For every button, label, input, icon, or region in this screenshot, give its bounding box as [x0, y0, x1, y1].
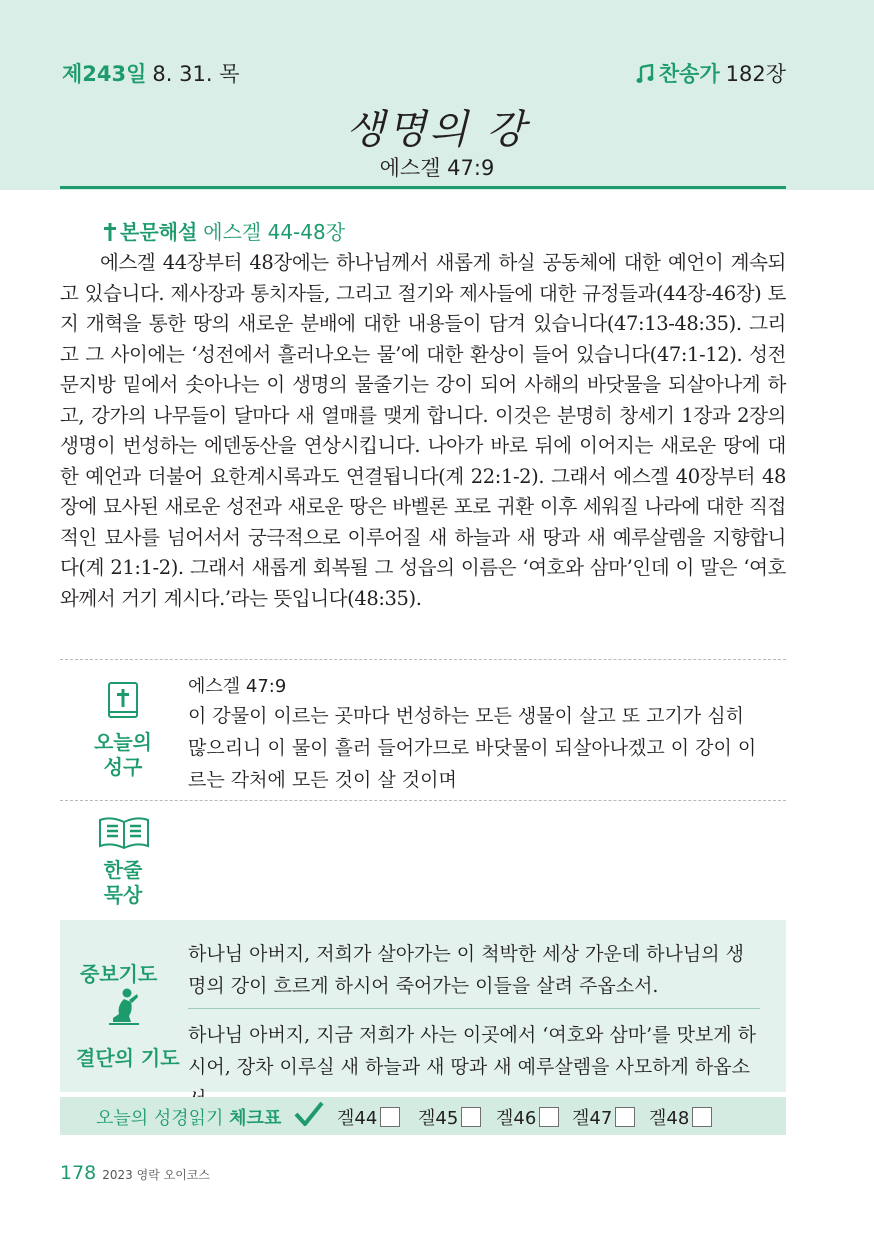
checkbox[interactable]	[380, 1107, 400, 1127]
checklist-title-text: 오늘의 성경읽기	[96, 1108, 224, 1129]
day-label: 제243일	[62, 62, 147, 86]
checklist-item[interactable]	[337, 1104, 400, 1130]
checklist-title	[96, 1104, 281, 1130]
checklist-item[interactable]	[572, 1104, 635, 1130]
section-divider	[60, 800, 786, 801]
checkbox[interactable]	[461, 1107, 481, 1127]
bible-icon	[108, 682, 138, 718]
prayer-divider	[188, 1008, 760, 1009]
title-reference: 에스겔 47:9	[379, 156, 495, 180]
checkbox[interactable]	[539, 1107, 559, 1127]
verse-label-line1: 오늘의	[94, 730, 152, 754]
checkbox[interactable]	[692, 1107, 712, 1127]
hymn-info	[636, 58, 786, 88]
hymn-label: 찬송가	[658, 62, 720, 86]
checklist-item[interactable]	[496, 1104, 559, 1130]
publication-name: 2023 영락 오이코스	[102, 1168, 210, 1182]
checklist-item[interactable]	[418, 1104, 481, 1130]
commentary-text: 에스겔 44장부터 48장에는 하나님께서 새롭게 하실 공동체에 대한 예언이 계속되고 있습니다. 제사장과 통치자들, 그리고 절기와 제사들에 대한 규정들과(44장-46장) 토지 개혁을 통한 땅의 새로운 분배에 대한 내용들이 담겨 있습니다(47:13-48:35). 그리고 그 사이에는 ‘성전에서 흘러나오는 물’에 대한 환상이 들어 있습니다(47:1-12). 성전 문지방 밑에서 솟아나는 이 생명의 물줄기는 강이 되어 사해의 바닷물을 되살아나게 하고, 강가의 나무들이 달마다 새 열매를 맺게 합니다. 이것은 분명히 창세기 1장과 2장의 생명이 번성하는 에덴동산을 연상시킵니다. 나아가 바로 뒤에 이어지는 새로운 땅에 대한 예언과 더불어 요한계시록과도 연결됩니다(계 22:1-2). 그래서 에스겔 40장부터 48장에 묘사된 새로운 성전과 새로운 땅은 바벨론 포로 귀환 이후 세워질 나라에 대한 직접적인 묘사를 넘어서서 궁극적으로 이루어질 새 하늘과 새 땅과 새 예루살렘을 지향합니다(계 21:1-2). 그래서 새롭게 회복될 그 성읍의 이름은 ‘여호와 삼마’인데 이 말은 ‘여호와께서 거기 계시다.’라는 뜻입니다(48:35).	[60, 251, 786, 610]
resolution-label: 결단의 기도	[76, 1046, 180, 1070]
checklist-item[interactable]	[649, 1104, 712, 1130]
music-note-icon	[636, 64, 654, 84]
section-divider	[60, 659, 786, 660]
page-title: 생명의 강	[345, 107, 529, 153]
page-footer	[60, 1162, 210, 1184]
checklist-item-label: 겔48	[649, 1108, 690, 1129]
commentary-heading	[104, 216, 345, 245]
commentary-label: 본문해설	[120, 220, 198, 244]
cross-icon	[104, 223, 116, 241]
checkmark-icon	[294, 1101, 324, 1127]
meditation-label-line2: 묵상	[103, 883, 143, 907]
resolution-text: 하나님 아버지, 지금 저희가 사는 이곳에서 ‘여호와 삼마’를 맛보게 하시어, 장차 이루실 새 하늘과 새 땅과 새 예루살렘을 사모하게 하옵소	[188, 1024, 757, 1078]
intercession-label: 중보기도	[80, 962, 158, 986]
checkbox[interactable]	[615, 1107, 635, 1127]
date-text: 8. 31. 목	[152, 62, 240, 86]
open-book-icon	[98, 816, 150, 850]
commentary-range: 에스겔 44-48장	[203, 220, 346, 244]
header-divider	[60, 186, 786, 189]
verse-text: 이 강물이 이르는 곳마다 번성하는 모든 생물이 살고 또 고기가 심히 많으리니 이 물이 흘러 들어가므로 바닷물이 되살아나겠고 이 강이 이르는 각처에 모든 것이 살 것이며	[188, 705, 757, 791]
checklist-item-label: 겔44	[337, 1108, 378, 1129]
checklist-item-label: 겔47	[572, 1108, 613, 1129]
page-number: 178	[60, 1162, 97, 1184]
checklist-item-label: 겔46	[496, 1108, 537, 1129]
praying-person-icon	[107, 988, 141, 1026]
checklist-item-label: 겔45	[418, 1108, 459, 1129]
intercession-text: 하나님 아버지, 저희가 살아가는 이 척박한 세상 가운데 하나님의 생명의 강이 흐르게 하시어 죽어가는 이들을 살려 주옵소서.	[188, 943, 744, 997]
verse-label	[78, 730, 168, 780]
checklist-title-bold: 체크표	[229, 1108, 282, 1129]
meditation-label	[78, 858, 168, 908]
day-counter	[62, 58, 240, 88]
verse-label-line2: 성구	[103, 755, 143, 779]
meditation-label-line1: 한줄	[103, 858, 143, 882]
verse-reference: 에스겔 47:9	[188, 676, 287, 697]
hymn-number: 182장	[725, 62, 786, 86]
